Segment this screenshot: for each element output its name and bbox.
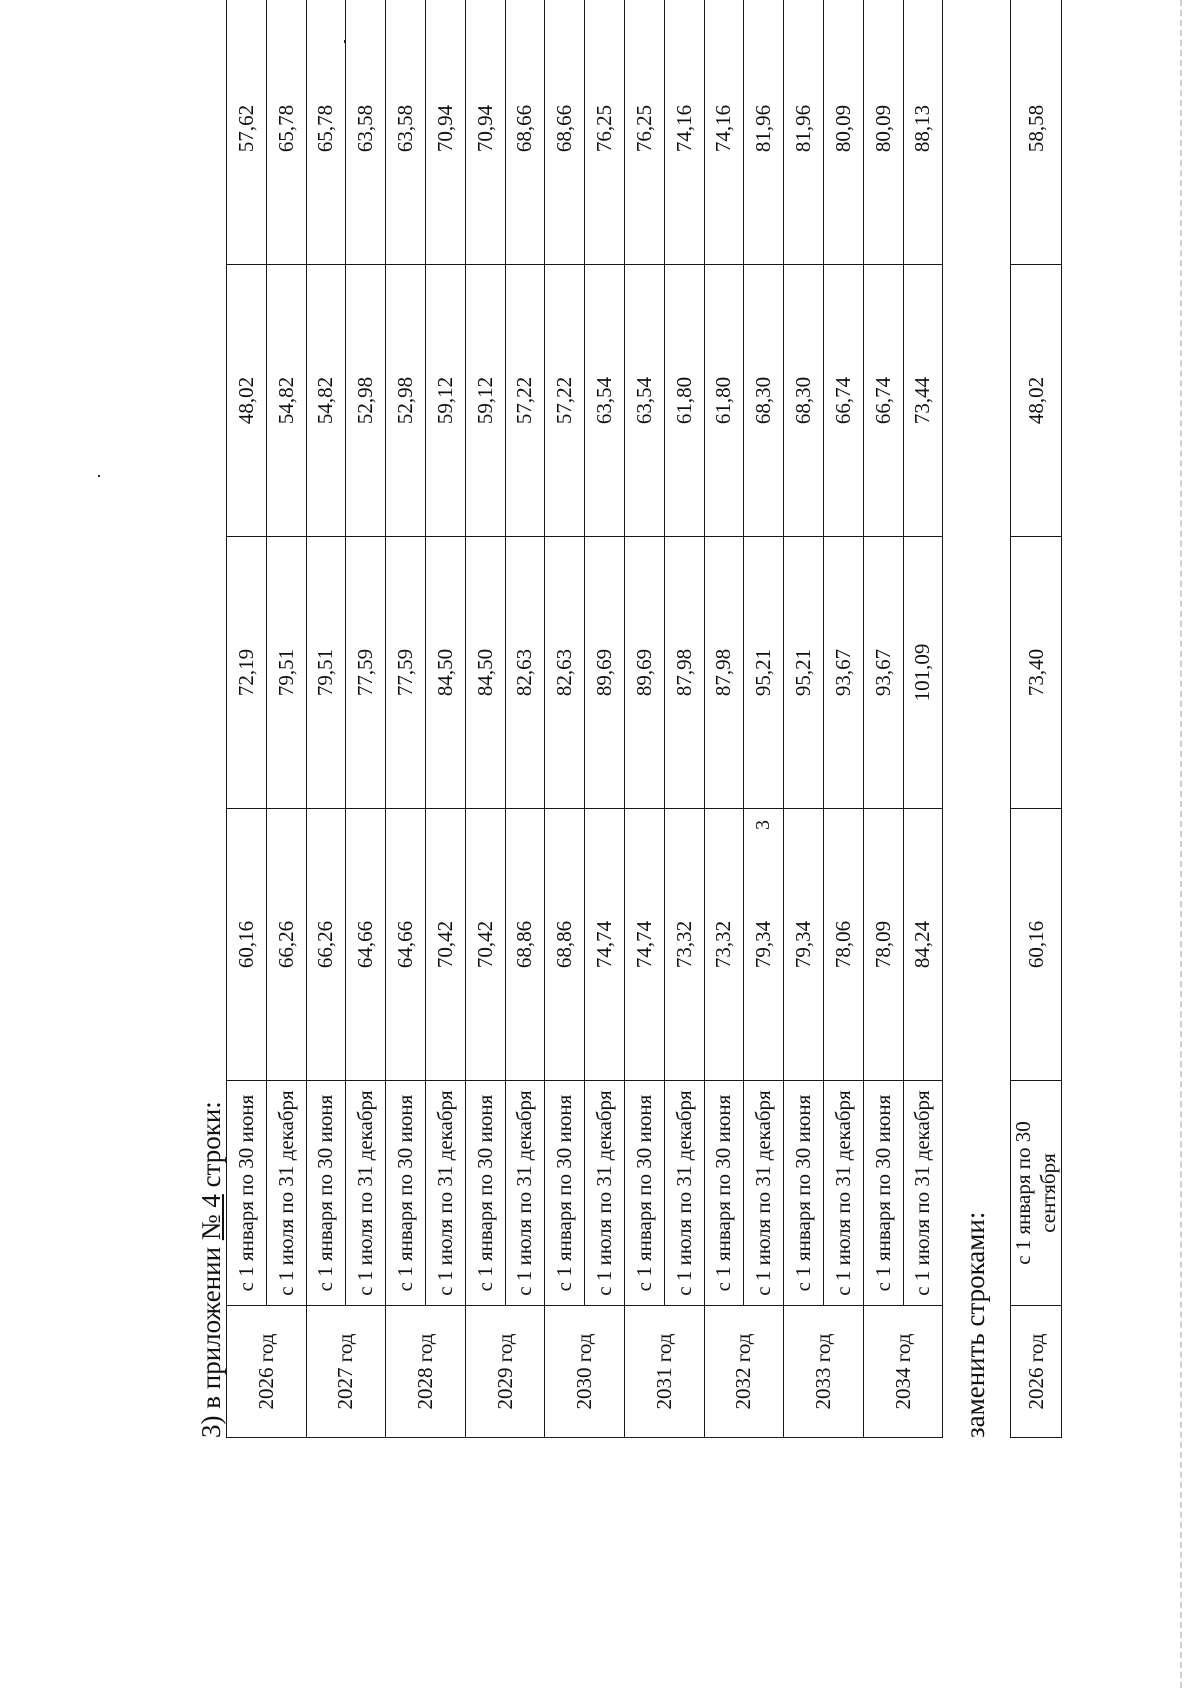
table-row: [664, 0, 704, 1438]
year-cell: 2033 год: [784, 1306, 864, 1438]
value-cell: 66,26: [266, 809, 306, 1081]
value-cell: 64,66: [346, 809, 386, 1081]
value-cell: 48,02: [1011, 265, 1062, 537]
table-row: [465, 0, 505, 1438]
value-cell: 88,13: [903, 0, 943, 265]
value-cell: 84,24: [903, 809, 943, 1081]
value-cell: 79,51: [306, 537, 346, 809]
value-cell: 63,54: [624, 265, 664, 537]
value-cell: 84,50: [425, 537, 465, 809]
value-cell: 61,80: [704, 265, 744, 537]
table-row: [744, 0, 784, 1438]
period-cell: с 1 января по 30 июня: [704, 1081, 744, 1306]
value-cell: 59,12: [465, 265, 505, 537]
value-cell: 68,86: [505, 809, 545, 1081]
appendix-number: № 4: [196, 1194, 226, 1241]
value-cell: 101,09: [903, 537, 943, 809]
value-cell: 73,40: [1011, 537, 1062, 809]
value-cell: 52,98: [346, 265, 386, 537]
value-cell: 80,09: [863, 0, 903, 265]
value-cell: 70,94: [465, 0, 505, 265]
value-cell: 74,16: [704, 0, 744, 265]
value-cell: 87,98: [704, 537, 744, 809]
value-cell: 70,42: [465, 809, 505, 1081]
period-cell: с 1 июля по 31 декабря: [346, 1081, 386, 1306]
table-row: [585, 0, 625, 1438]
period-cell: с 1 июля по 31 декабря: [823, 1081, 863, 1306]
value-cell: 79,51: [266, 537, 306, 809]
value-cell: 80,09: [823, 0, 863, 265]
value-cell: 65,78: [306, 0, 346, 265]
value-cell: 70,94: [425, 0, 465, 265]
value-cell: 70,42: [425, 809, 465, 1081]
value-cell: 57,22: [545, 265, 585, 537]
value-cell: 79,34: [744, 809, 784, 1081]
table-row: [863, 0, 903, 1438]
value-cell: 78,09: [863, 809, 903, 1081]
page-number: 3: [752, 820, 774, 830]
section-heading: [196, 1101, 226, 1438]
value-cell: 79,34: [784, 809, 824, 1081]
year-cell: 2027 год: [306, 1306, 386, 1438]
period-cell: с 1 января по 30 июня: [227, 1081, 267, 1306]
heading-prefix: 3) в приложении: [196, 1240, 226, 1438]
value-cell: 59,12: [425, 265, 465, 537]
value-cell: 61,80: [664, 265, 704, 537]
year-cell: 2026 год: [1011, 1306, 1062, 1438]
table-row: [823, 0, 863, 1438]
value-cell: 63,58: [386, 0, 426, 265]
table-row: [903, 0, 943, 1438]
value-cell: 77,59: [346, 537, 386, 809]
table-row: [346, 0, 386, 1438]
value-cell: 68,86: [545, 809, 585, 1081]
table-row: [784, 0, 824, 1438]
value-cell: 48,02: [227, 265, 267, 537]
table-row: [704, 0, 744, 1438]
table-row: [306, 0, 346, 1438]
value-cell: 68,30: [744, 265, 784, 537]
value-cell: 87,98: [664, 537, 704, 809]
value-cell: 54,82: [266, 265, 306, 537]
table-row: [505, 0, 545, 1438]
value-cell: 84,50: [465, 537, 505, 809]
value-cell: 64,66: [386, 809, 426, 1081]
value-cell: 66,26: [306, 809, 346, 1081]
table-row: [386, 0, 426, 1438]
value-cell: 76,25: [585, 0, 625, 265]
value-cell: 77,59: [386, 537, 426, 809]
value-cell: 68,66: [545, 0, 585, 265]
value-cell: 76,25: [624, 0, 664, 265]
value-cell: 73,44: [903, 265, 943, 537]
value-cell: 52,98: [386, 265, 426, 537]
value-cell: 57,62: [227, 0, 267, 265]
value-cell: 82,63: [505, 537, 545, 809]
period-cell: с 1 января по 30 сентября: [1011, 1081, 1062, 1306]
value-cell: 74,74: [624, 809, 664, 1081]
period-cell: с 1 января по 30 июня: [465, 1081, 505, 1306]
value-cell: 93,67: [863, 537, 903, 809]
period-cell: с 1 июля по 31 декабря: [505, 1081, 545, 1306]
value-cell: 65,78: [266, 0, 306, 265]
period-cell: с 1 июля по 31 декабря: [266, 1081, 306, 1306]
table-row: [227, 0, 267, 1438]
value-cell: 66,74: [863, 265, 903, 537]
value-cell: 63,54: [585, 265, 625, 537]
value-cell: 68,66: [505, 0, 545, 265]
table-row: [266, 0, 306, 1438]
period-cell: с 1 января по 30 июня: [545, 1081, 585, 1306]
value-cell: 58,58: [1011, 0, 1062, 265]
value-cell: 60,16: [227, 809, 267, 1081]
replacement-table: [1010, 0, 1062, 1438]
table-row: [425, 0, 465, 1438]
value-cell: 63,58: [346, 0, 386, 265]
period-cell: с 1 июля по 31 декабря: [744, 1081, 784, 1306]
replace-heading: заменить строками:: [960, 1211, 990, 1438]
value-cell: 73,32: [704, 809, 744, 1081]
period-cell: с 1 июля по 31 декабря: [903, 1081, 943, 1306]
period-cell: с 1 июля по 31 декабря: [585, 1081, 625, 1306]
value-cell: 81,96: [744, 0, 784, 265]
value-cell: 93,67: [823, 537, 863, 809]
value-cell: 74,74: [585, 809, 625, 1081]
value-cell: 95,21: [784, 537, 824, 809]
period-cell: с 1 января по 30 июня: [863, 1081, 903, 1306]
table-row: [545, 0, 585, 1438]
year-cell: 2026 год: [227, 1306, 307, 1438]
period-cell: с 1 июля по 31 декабря: [425, 1081, 465, 1306]
heading-suffix: строки:: [196, 1101, 226, 1195]
value-cell: 68,30: [784, 265, 824, 537]
value-cell: 78,06: [823, 809, 863, 1081]
period-cell: с 1 июля по 31 декабря: [664, 1081, 704, 1306]
value-cell: 57,22: [505, 265, 545, 537]
value-cell: 54,82: [306, 265, 346, 537]
value-cell: 89,69: [585, 537, 625, 809]
value-cell: 60,16: [1011, 809, 1062, 1081]
period-cell: с 1 января по 30 июня: [306, 1081, 346, 1306]
period-cell: с 1 января по 30 июня: [784, 1081, 824, 1306]
year-cell: 2031 год: [624, 1306, 704, 1438]
year-cell: 2029 год: [465, 1306, 545, 1438]
table-row: [624, 0, 664, 1438]
table-row: [1011, 0, 1062, 1438]
value-cell: 72,19: [227, 537, 267, 809]
year-cell: 2034 год: [863, 1306, 943, 1438]
period-cell: с 1 января по 30 июня: [624, 1081, 664, 1306]
year-cell: 2030 год: [545, 1306, 625, 1438]
value-cell: 74,16: [664, 0, 704, 265]
value-cell: 82,63: [545, 537, 585, 809]
year-cell: 2028 год: [386, 1306, 466, 1438]
value-cell: 73,32: [664, 809, 704, 1081]
year-cell: 2032 год: [704, 1306, 784, 1438]
value-cell: 95,21: [744, 537, 784, 809]
tariff-table: [226, 0, 943, 1438]
value-cell: 81,96: [784, 0, 824, 265]
period-cell: с 1 января по 30 июня: [386, 1081, 426, 1306]
value-cell: 66,74: [823, 265, 863, 537]
value-cell: 89,69: [624, 537, 664, 809]
